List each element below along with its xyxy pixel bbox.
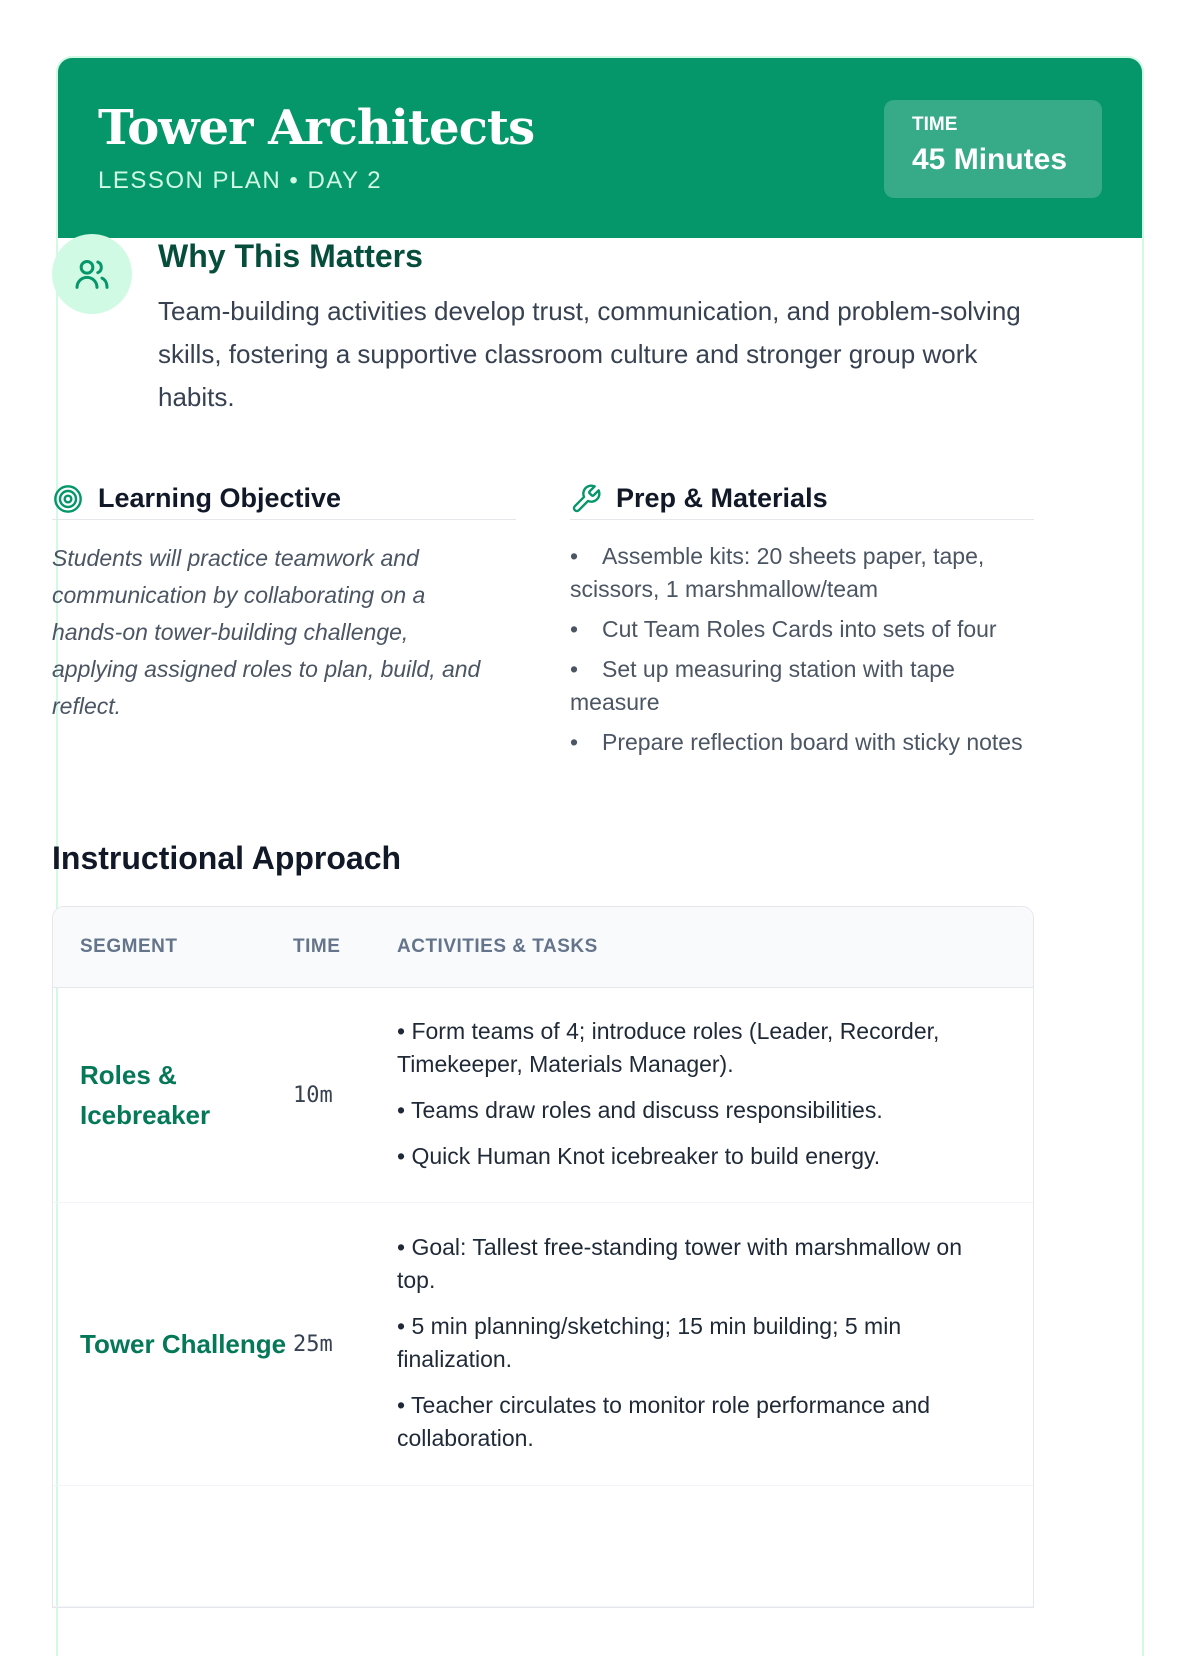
prep-list (570, 540, 1034, 766)
list-item: • Cut Team Roles Cards into sets of four (570, 616, 997, 642)
segment-time: 10m (293, 1082, 333, 1108)
table-row (53, 1486, 1033, 1607)
time-badge (884, 100, 1102, 198)
users-icon (52, 234, 132, 314)
header-banner (58, 58, 1142, 238)
table-row (53, 988, 1033, 1203)
list-item: • Set up measuring station with tape measure (570, 656, 955, 715)
activity-item: • Form teams of 4; introduce roles (Leader, Recorder, Timekeeper, Materials Manager). (397, 1017, 940, 1077)
list-item: • Assemble kits: 20 sheets paper, tape, scissors, 1 marshmallow/team (570, 543, 985, 602)
table-header (53, 907, 1033, 988)
segment-activities (397, 1205, 1033, 1484)
time-label: TIME (912, 114, 958, 135)
segment-name: Roles & Icebreaker (80, 1060, 211, 1130)
why-text: Team-building activities develop trust, communication, and problem-solving skills, fostering a supportive classroom culture and stronger group work habits. (158, 296, 1021, 412)
page-title: Tower Architects (98, 100, 535, 156)
prep-heading (570, 478, 1034, 520)
lesson-subtitle: LESSON PLAN • DAY 2 (98, 167, 383, 194)
approach-title: Instructional Approach (52, 840, 402, 876)
activity-item: • Quick Human Knot icebreaker to build energy. (397, 1142, 881, 1169)
list-item: • Prepare reflection board with sticky notes (570, 729, 1023, 755)
wrench-icon (570, 482, 604, 516)
target-icon (52, 482, 86, 516)
approach-table (52, 906, 1034, 1608)
objective-title: Learning Objective (98, 483, 342, 513)
why-title: Why This Matters (158, 238, 423, 274)
activity-item: • 5 min planning/sketching; 15 min building; 5 min finalization. (397, 1312, 902, 1372)
objective-heading (52, 478, 516, 520)
time-value: 45 Minutes (912, 143, 1068, 176)
column-header-segment: SEGMENT (80, 936, 178, 957)
activity-item: • Teacher circulates to monitor role performance and collaboration. (397, 1391, 931, 1451)
activity-item: • Teams draw roles and discuss responsibilities. (397, 1096, 883, 1123)
column-header-time: TIME (293, 936, 341, 957)
segment-time: 25m (293, 1331, 333, 1357)
segment-name: Tower Challenge (80, 1329, 287, 1359)
table-row (53, 1203, 1033, 1486)
column-header-activities: ACTIVITIES & TASKS (397, 936, 598, 957)
segment-activities (397, 989, 1033, 1202)
activity-item: • Goal: Tallest free-standing tower with marshmallow on top. (397, 1233, 962, 1293)
prep-title: Prep & Materials (616, 483, 828, 513)
objective-text: Students will practice teamwork and communication by collaborating on a hands-on tower-building challenge, applying assigned roles to plan, build, and reflect. (52, 545, 481, 719)
